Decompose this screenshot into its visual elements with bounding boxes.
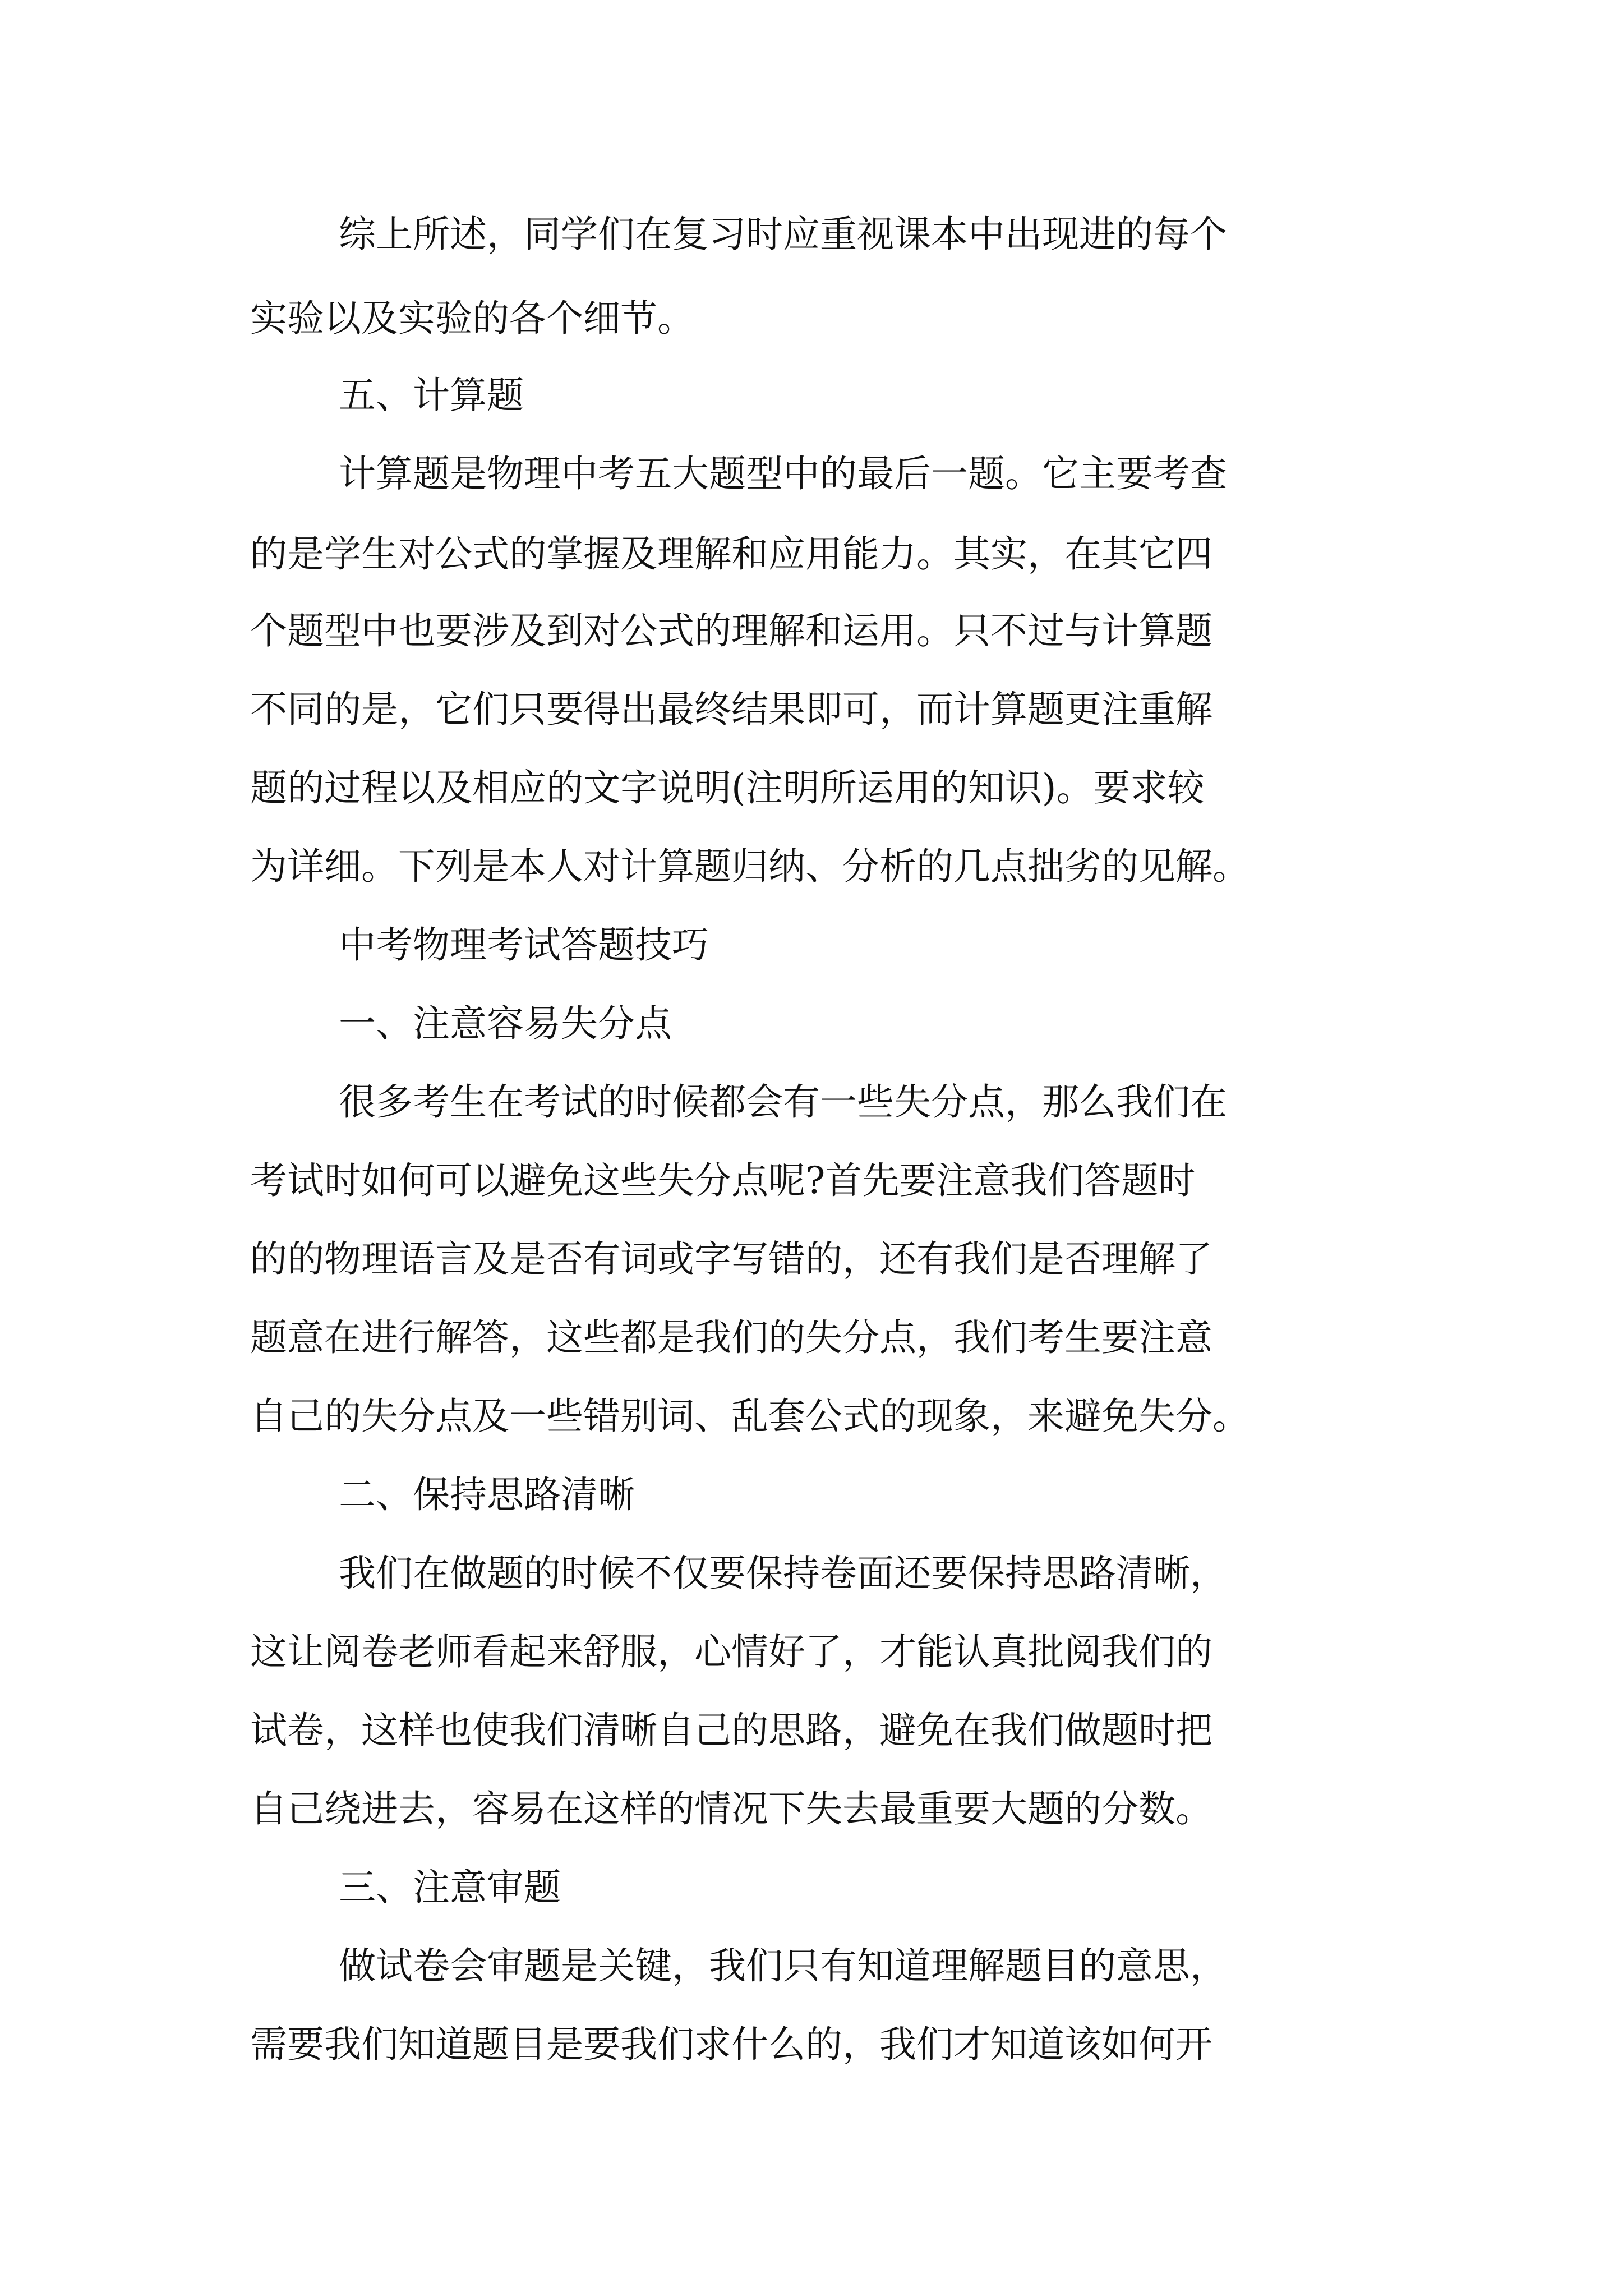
text-line: 个题型中也要涉及到对公式的理解和运用。只不过与计算题 bbox=[250, 609, 1212, 652]
text-line: 这让阅卷老师看起来舒服，心情好了，才能认真批阅我们的 bbox=[250, 1630, 1212, 1673]
text-line: 计算题是物理中考五大题型中的最后一题。它主要考查 bbox=[339, 452, 1227, 495]
text-line: 做试卷会审题是关键，我们只有知道理解题目的意思， bbox=[339, 1944, 1227, 1987]
text-line: 的是学生对公式的掌握及理解和应用能力。其实，在其它四 bbox=[250, 532, 1212, 576]
section-heading: 五、计算题 bbox=[339, 374, 524, 417]
section-heading: 一、注意容易失分点 bbox=[339, 1002, 672, 1045]
text-line: 的的物理语言及是否有词或字写错的，还有我们是否理解了 bbox=[250, 1237, 1212, 1281]
text-line: 我们在做题的时候不仅要保持卷面还要保持思路清晰， bbox=[339, 1552, 1227, 1595]
section-heading: 中考物理考试答题技巧 bbox=[339, 923, 709, 967]
text-line: 试卷，这样也使我们清晰自己的思路，避免在我们做题时把 bbox=[250, 1709, 1212, 1752]
text-line: 为详细。下列是本人对计算题归纳、分析的几点拙劣的见解。 bbox=[250, 845, 1249, 888]
text-line: 不同的是，它们只要得出最终结果即可，而计算题更注重解 bbox=[250, 688, 1212, 731]
text-line: 需要我们知道题目是要我们求什么的，我们才知道该如何开 bbox=[250, 2023, 1212, 2066]
text-line: 题的过程以及相应的文字说明(注明所运用的知识)。要求较 bbox=[250, 766, 1205, 809]
text-line: 实验以及实验的各个细节。 bbox=[250, 297, 694, 340]
text-line: 题意在进行解答，这些都是我们的失分点，我们考生要注意 bbox=[250, 1316, 1212, 1359]
section-heading: 二、保持思路清晰 bbox=[339, 1473, 635, 1516]
text-line: 考试时如何可以避免这些失分点呢?首先要注意我们答题时 bbox=[250, 1159, 1196, 1202]
text-line: 综上所述，同学们在复习时应重视课本中出现进的每个 bbox=[339, 213, 1227, 256]
text-line: 很多考生在考试的时候都会有一些失分点，那么我们在 bbox=[339, 1080, 1227, 1124]
text-line: 自己绕进去，容易在这样的情况下失去最重要大题的分数。 bbox=[250, 1787, 1212, 1830]
text-line: 自己的失分点及一些错别词、乱套公式的现象，来避免失分。 bbox=[250, 1395, 1249, 1438]
section-heading: 三、注意审题 bbox=[339, 1866, 561, 1909]
